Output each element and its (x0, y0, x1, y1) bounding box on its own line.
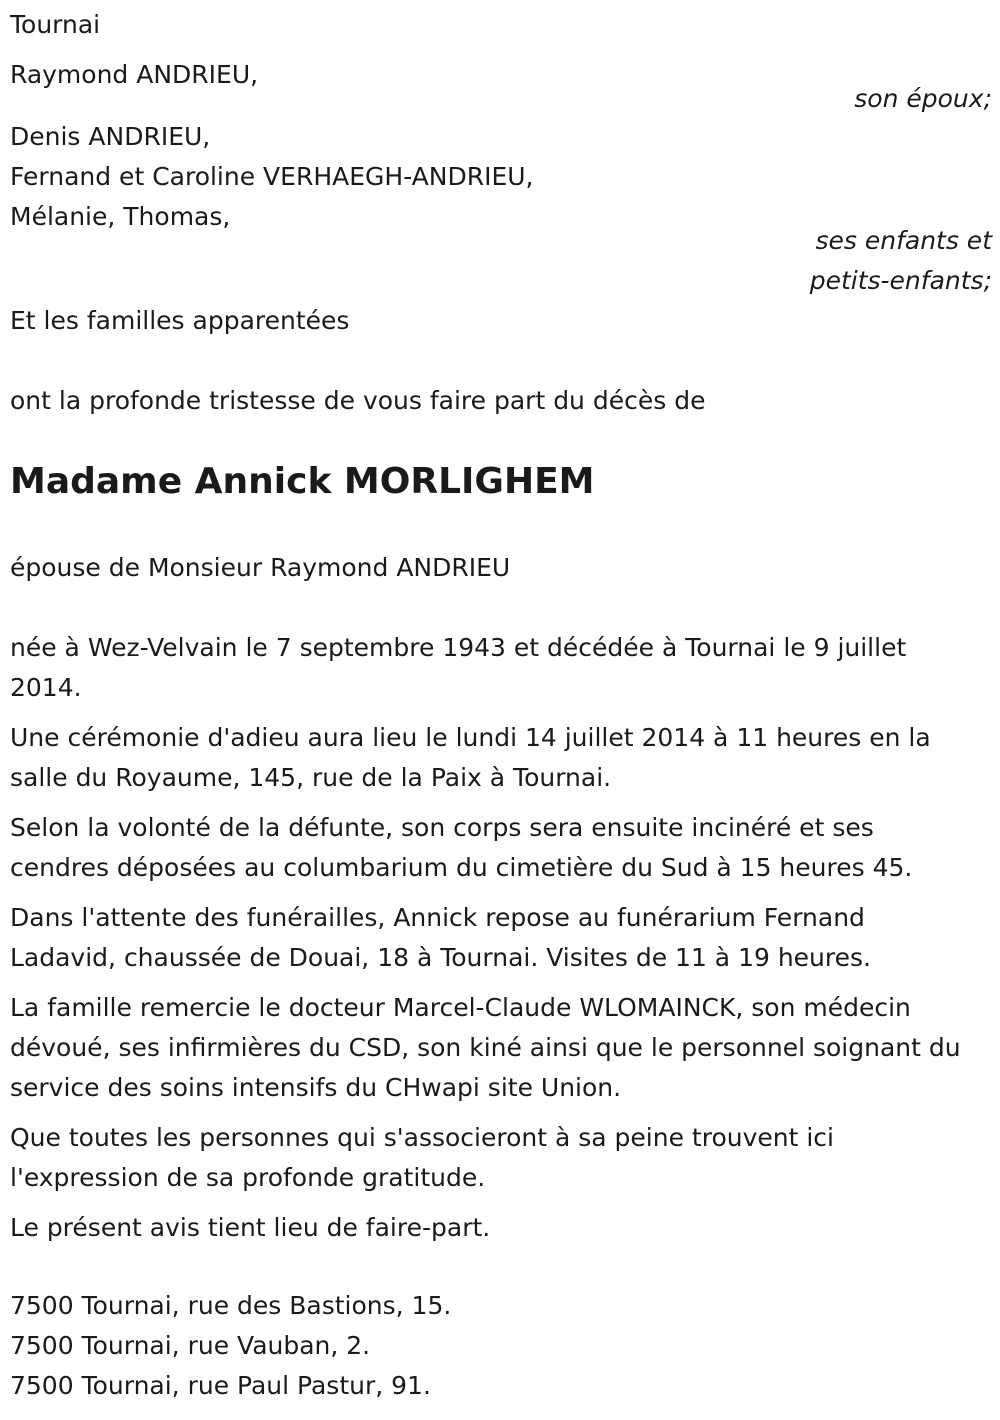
thanks-paragraph: La famille remercie le docteur Marcel-Claude WLOMAINCK, son médecin dévoué, ses infirmières du CSD, son kiné ainsi que le personnel soignant du service des soins intensifs du CHwapi site Union. (10, 993, 961, 1102)
gratitude-paragraph: Que toutes les personnes qui s'associeront à sa peine trouvent ici l'expression de sa profonde gratitude. (10, 1123, 834, 1192)
location: Tournai (10, 10, 101, 39)
funeral-home-paragraph: Dans l'attente des funérailles, Annick repose au funérarium Fernand Ladavid, chaussée de Douai, 18 à Tournai. Visites de 11 à 19 heures. (10, 903, 871, 972)
address-line: 7500 Tournai, rue Paul Pastur, 91. (10, 1371, 431, 1400)
spouse-of-line: épouse de Monsieur Raymond ANDRIEU (10, 553, 511, 582)
child-line-1: Denis ANDRIEU, (10, 122, 211, 151)
children-role-line-2: petits-enfants; (809, 266, 992, 295)
husband-role: son époux; (854, 84, 992, 113)
announcement-line: ont la profonde tristesse de vous faire part du décès de (10, 386, 706, 415)
birth-death-paragraph: née à Wez-Velvain le 7 septembre 1943 et décédée à Tournai le 9 juillet 2014. (10, 633, 907, 702)
deceased-name: Madame Annick MORLIGHEM (10, 461, 595, 502)
details-section (10, 628, 970, 1248)
children-role-line-1: ses enfants et (815, 226, 992, 255)
ceremony-paragraph: Une cérémonie d'adieu aura lieu le lundi 14 juillet 2014 à 11 heures en la salle du Royaume, 145, rue de la Paix à Tournai. (10, 723, 931, 792)
child-line-2: Fernand et Caroline VERHAEGH-ANDRIEU, (10, 162, 534, 191)
husband-name: Raymond ANDRIEU, (10, 60, 259, 89)
cremation-paragraph: Selon la volonté de la défunte, son corps sera ensuite incinéré et ses cendres déposées au columbarium du cimetière du Sud à 15 heures 45. (10, 813, 913, 882)
child-line-3: Mélanie, Thomas, (10, 202, 231, 231)
address-line: 7500 Tournai, rue Vauban, 2. (10, 1331, 371, 1360)
notice-paragraph: Le présent avis tient lieu de faire-part. (10, 1213, 491, 1242)
addresses (10, 1286, 451, 1406)
families-line: Et les familles apparentées (10, 306, 350, 335)
address-line: 7500 Tournai, rue des Bastions, 15. (10, 1291, 452, 1320)
